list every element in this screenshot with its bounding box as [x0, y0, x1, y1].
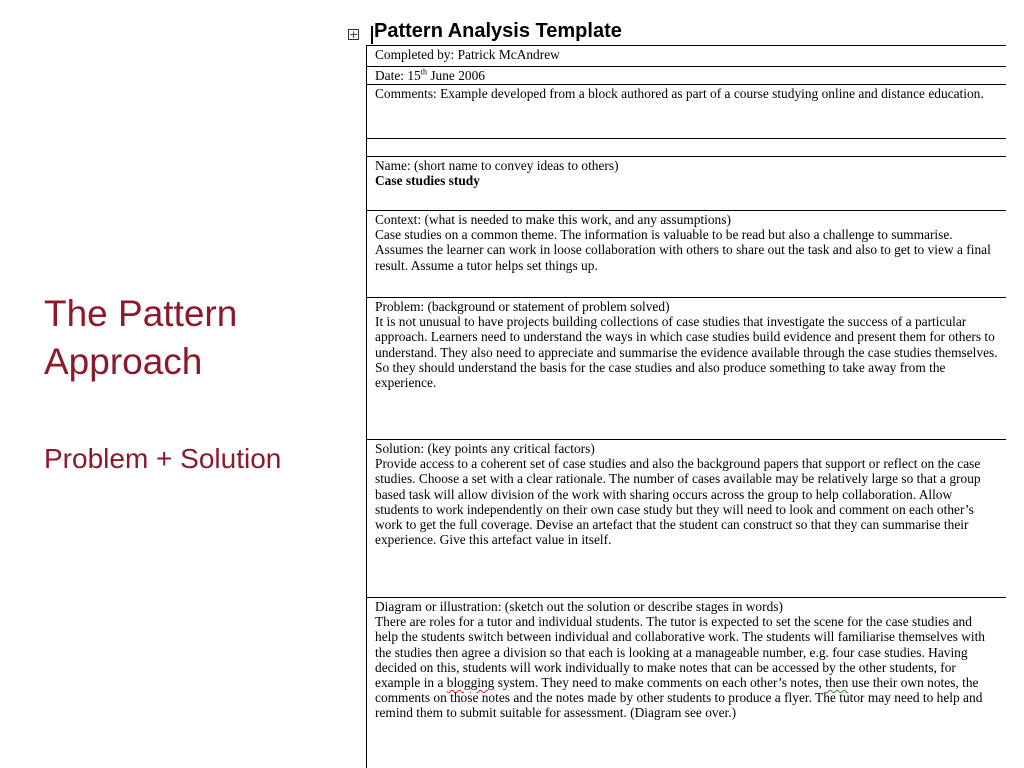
row-completed-by: [366, 45, 1006, 67]
row-spacer: [366, 138, 1006, 156]
row-solution: [366, 439, 1006, 597]
document-page: [366, 0, 1006, 768]
context-text: Case studies on a common theme. The information is valuable to be read but also a challenge to summarise. Assumes the learner can work in loose collaboration with others to share out the task and also to get to view a final result. Assume a tutor helps set things up.: [375, 227, 991, 273]
slide-subtitle: Problem + Solution: [44, 443, 282, 474]
solution-text: Provide access to a coherent set of case studies and also the background papers that support or reflect on the case studies. Choose a set with a clear rationale. The number of cases available may be relatively large so that a group based task will allow division of the work with sharing occurs across the group to help collaboration. Allow students to work independently on their own case study but they will need to look and comment on each other’s work to get the full coverage. Devise an artefact that the student can construct so that they can summarise their experience. Give this artefact value in itself.: [375, 456, 981, 548]
date-sup: th: [420, 67, 427, 77]
diagram-text-part-2: system. They need to make comments on each other’s notes,: [494, 675, 826, 691]
date-suffix: June 2006: [426, 68, 486, 83]
problem-text: It is not unusual to have projects building collections of case studies that investigate the success of a particular approach. Learners need to understand the ways in which case studies build evidence and present them for others to understand. They also need to appreciate and summarise the evidence available through the case studies themselves. So they should understand the basis for the case studies and also produce something to take away from the experience.: [375, 314, 998, 391]
row-name: [366, 156, 1006, 210]
diagram-label: Diagram or illustration: (sketch out the solution or describe stages in words): [375, 599, 783, 614]
slide-title: [44, 290, 344, 386]
grammar-flag-then: then: [825, 675, 849, 691]
slide-title-line-2: Approach: [44, 341, 203, 382]
row-diagram: [366, 597, 1006, 768]
solution-label: Solution: (key points any critical factors): [375, 441, 595, 456]
problem-label: Problem: (background or statement of problem solved): [375, 299, 670, 314]
date-text: [375, 68, 998, 83]
name-value: Case studies study: [375, 173, 480, 189]
text-cursor: [371, 26, 373, 44]
context-label: Context: (what is needed to make this work, and any assumptions): [375, 212, 731, 227]
slide-title-line-1: The Pattern: [44, 293, 238, 334]
date-prefix: Date: 15: [375, 68, 421, 83]
spelling-flag-blogging: blogging: [446, 675, 495, 691]
row-context: [366, 210, 1006, 298]
diagram-text-part-1: There are roles for a tutor and individual students. The tutor is expected to set the scene for the case studies and help the students switch between individual and collaborative work. The students will familiarise themselves with the studies then agree a division so that each is looking at a manageable number, e.g. four case studies. Having decided on this, students will work individually to make notes that can be accessed by the other students, for example in a: [375, 614, 986, 691]
table-move-handle-icon[interactable]: +: [349, 28, 359, 41]
diagram-text: [375, 614, 998, 720]
completed-by-text: Completed by: Patrick McAndrew: [375, 47, 560, 62]
document-title: Pattern Analysis Template: [374, 20, 622, 42]
row-comments: [366, 84, 1006, 138]
row-date: [366, 66, 1006, 86]
row-problem: [366, 297, 1006, 439]
comments-text: Comments: Example developed from a block authored as part of a course studying online and distance education.: [375, 86, 984, 101]
name-label: Name: (short name to convey ideas to others): [375, 158, 619, 173]
diagram-text-part-3: use their own notes, the comments on those notes and the notes made by other students to produce a flyer. The tutor may need to help and remind them to submit suitable for assessment. (Diagram see over.): [375, 675, 983, 721]
